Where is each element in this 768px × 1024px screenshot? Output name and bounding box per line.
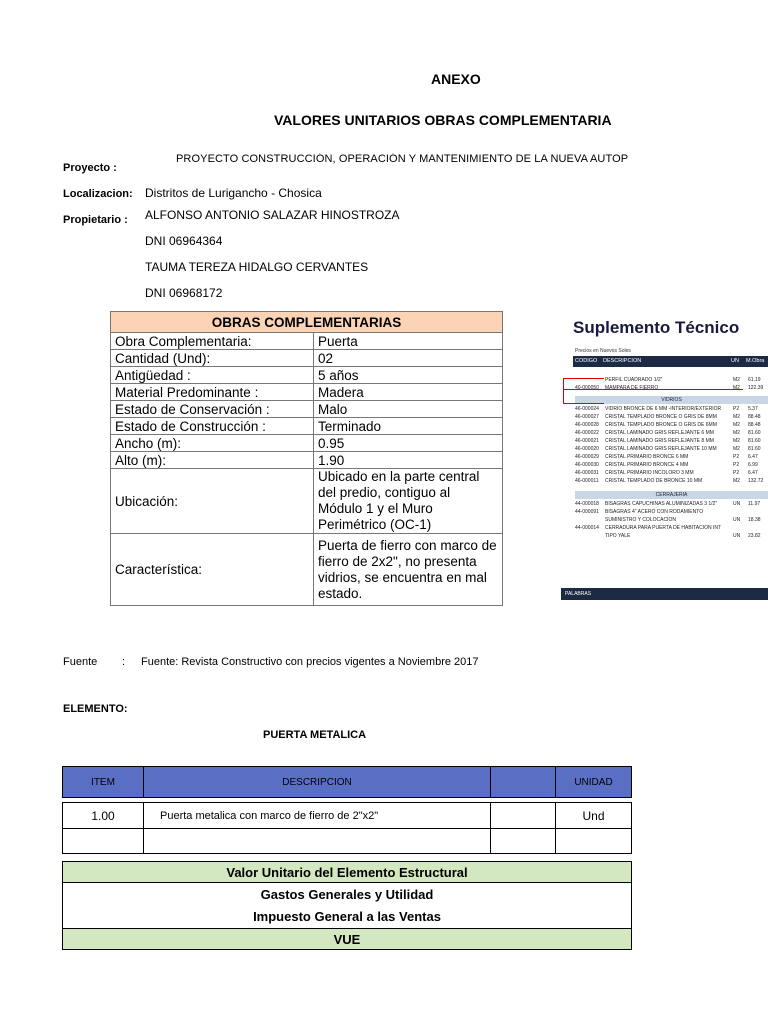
supplement-code: 46-000028 <box>575 422 599 428</box>
empty-cell <box>555 828 632 854</box>
supplement-price: 81.60 <box>748 446 761 452</box>
obras-table <box>110 311 503 606</box>
supplement-code: 44-000014 <box>575 525 599 531</box>
supplement-un: P2 <box>733 406 740 412</box>
supplement-price: 61.19 <box>748 377 761 383</box>
row-key: Alto (m): <box>111 452 314 469</box>
supplement-footer <box>561 588 768 600</box>
supplement-un: M2 <box>733 414 740 420</box>
cell-extra <box>490 802 556 829</box>
summary-vue: VUE <box>62 928 632 950</box>
supplement-section-band: VIDRIOS <box>575 396 768 404</box>
supplement-desc: CRISTAL LAMINADO GRIS REFLEJANTE 8 MM <box>605 438 714 444</box>
obras-table-header: OBRAS COMPLEMENTARIAS <box>111 312 503 333</box>
supplement-price: 23.82 <box>748 533 761 539</box>
supplement-price: 88.48 <box>748 422 761 428</box>
supplement-subtitle: Precios en Nuevos Soles <box>575 348 631 354</box>
supplement-code: 40-000050 <box>575 385 599 391</box>
document-subtitle: VALORES UNITARIOS OBRAS COMPLEMENTARIA <box>274 112 612 128</box>
row-value: 0.95 <box>314 435 503 452</box>
row-key: Antigüedad : <box>111 367 314 384</box>
row-key: Material Predominante : <box>111 384 314 401</box>
document-title: ANEXO <box>431 71 481 87</box>
project-label: Proyecto : <box>63 162 117 174</box>
row-key: Estado de Construcción : <box>111 418 314 435</box>
supplement-desc: PERFIL CUADRADO 1/2" <box>605 377 663 383</box>
supplement-code: 46-000031 <box>575 470 599 476</box>
supplement-desc: TIPO YALE <box>605 533 631 539</box>
owner-line-3: TAUMA TEREZA HIDALGO CERVANTES <box>145 260 369 274</box>
supplement-price: 6.47 <box>748 454 758 460</box>
owner-line-4: DNI 06968172 <box>145 286 223 300</box>
fuente-label: Fuente <box>63 656 98 668</box>
row-value: Malo <box>314 401 503 418</box>
col-header-blank <box>490 766 556 798</box>
owner-line-2: DNI 06964364 <box>145 234 223 248</box>
summary-gastos-generales: Gastos Generales y Utilidad <box>62 882 632 906</box>
cell-description: Puerta metalica con marco de fierro de 2"x2" <box>143 802 491 829</box>
supplement-desc: MAMPARA DE FIERRO <box>605 385 659 391</box>
row-value: Puerta de fierro con marco de fierro de 2x2", no presenta vidrios, se encuentra en mal estado. <box>314 534 503 606</box>
col-code: CODIGO <box>575 358 598 364</box>
supplement-code: 46-000011 <box>575 478 599 484</box>
supplement-un: P2 <box>733 470 740 476</box>
cell-item: 1.00 <box>62 802 144 829</box>
supplement-price: 5.37 <box>748 406 758 412</box>
cell-unit: Und <box>555 802 632 829</box>
supplement-row <box>575 477 768 486</box>
row-value: Terminado <box>314 418 503 435</box>
col-header-descripcion: DESCRIPCION <box>143 766 491 798</box>
row-value: Puerta <box>314 333 503 350</box>
supplement-desc: CRISTAL LAMINADO GRIS REFLEJANTE 6 MM <box>605 430 714 436</box>
elemento-name: PUERTA METALICA <box>263 729 367 741</box>
row-key: Ubicación: <box>111 469 314 534</box>
project-value: PROYECTO CONSTRUCCIÓN, OPERACIÓN Y MANTENIMIENTO DE LA NUEVA AUTOP <box>176 153 629 165</box>
supplement-header <box>573 356 768 367</box>
supplement-desc: CRISTAL TEMPLADO BRONCE O GRIS DE 8MM <box>605 414 717 420</box>
supplement-un: M2 <box>733 385 740 391</box>
supplement-code: 44-000018 <box>575 501 599 507</box>
supplement-un: P2 <box>733 462 740 468</box>
fuente-colon: : <box>122 656 126 668</box>
table-row <box>111 435 503 452</box>
supplement-un: M2 <box>733 430 740 436</box>
col-price: M.Obra <box>746 358 765 364</box>
row-key: Característica: <box>111 534 314 606</box>
supplement-desc: VIDRIO BRONCE DE 6 MM -INTERIOR/EXTERIOR <box>605 406 722 412</box>
supplement-title: Suplemento Técnico <box>573 318 740 337</box>
supplement-price: 132.72 <box>748 478 764 484</box>
row-value: 02 <box>314 350 503 367</box>
empty-cell <box>490 828 556 854</box>
col-header-item: ITEM <box>62 766 144 798</box>
table-row <box>111 333 503 350</box>
row-value: Madera <box>314 384 503 401</box>
supplement-desc: CRISTAL TEMPLADO DE BRONCE 10 MM <box>605 478 703 484</box>
empty-cell <box>62 828 144 854</box>
row-key: Ancho (m): <box>111 435 314 452</box>
supplement-image <box>561 316 768 600</box>
supplement-un: P2 <box>733 454 740 460</box>
supplement-un: M2 <box>733 446 740 452</box>
fuente-value: Fuente: Revista Constructivo con precios vigentes a Noviembre 2017 <box>141 656 479 668</box>
summary-igv: Impuesto General a las Ventas <box>62 905 632 929</box>
col-un: UN <box>731 358 739 364</box>
col-header-unidad: UNIDAD <box>555 766 632 798</box>
table-row <box>111 534 503 606</box>
location-value: Distritos de Lurigancho - Chosica <box>145 186 322 200</box>
supplement-code: 46-000022 <box>575 430 599 436</box>
row-key: Cantidad (Und): <box>111 350 314 367</box>
row-value: Ubicado en la parte central del predio, contiguo al Módulo 1 y el Muro Perimétrico (OC-1) <box>314 469 503 534</box>
supplement-price: 6.99 <box>748 462 758 468</box>
row-key: Estado de Conservación : <box>111 401 314 418</box>
supplement-price: 81.60 <box>748 430 761 436</box>
row-value: 5 años <box>314 367 503 384</box>
row-value: 1.90 <box>314 452 503 469</box>
location-label: Localizacion: <box>63 188 133 200</box>
supplement-un: UN <box>733 517 741 523</box>
supplement-desc: CRISTAL PRIMARIO BRONCE 6 MM <box>605 454 689 460</box>
summary-valor-unitario: Valor Unitario del Elemento Estructural <box>62 861 632 883</box>
supplement-price: 18.38 <box>748 517 761 523</box>
owner-line-1: ALFONSO ANTONIO SALAZAR HINOSTROZA <box>145 208 400 222</box>
supplement-price: 88.48 <box>748 414 761 420</box>
supplement-code: 46-000027 <box>575 414 599 420</box>
supplement-desc: CRISTAL LAMINADO GRIS REFLEJANTE 10 MM <box>605 446 717 452</box>
supplement-section-band: CERRAJERIA <box>575 491 768 499</box>
supplement-desc: CRISTAL PRIMARIO INCOLORO 3 MM <box>605 470 694 476</box>
owner-label: Propietario : <box>63 214 128 226</box>
supplement-code: 44-000091 <box>575 509 599 515</box>
supplement-un: UN <box>733 501 741 507</box>
supplement-code: 46-000029 <box>575 454 599 460</box>
table-row <box>111 469 503 534</box>
supplement-desc: CRISTAL TEMPLADO BRONCE O GRIS DE 6MM <box>605 422 717 428</box>
table-row <box>111 401 503 418</box>
table-row <box>111 418 503 435</box>
supplement-price: 122.39 <box>748 385 764 391</box>
supplement-code: 46-000020 <box>575 446 599 452</box>
empty-cell <box>143 828 491 854</box>
supplement-price: 11.97 <box>748 501 761 507</box>
supplement-un: UN <box>733 533 741 539</box>
supplement-desc: BISAGRAS 4" ACERO CON RODAMIENTO <box>605 509 704 515</box>
highlight-strike <box>563 389 743 390</box>
supplement-un: M2 <box>733 377 740 383</box>
highlight-box <box>563 378 604 404</box>
supplement-price: 6.47 <box>748 470 758 476</box>
table-row <box>111 367 503 384</box>
supplement-code: 46-000024 <box>575 406 599 412</box>
row-key: Obra Complementaria: <box>111 333 314 350</box>
supplement-un: M2 <box>733 478 740 484</box>
supplement-desc: CRISTAL PRIMARIO BRONCE 4 MM <box>605 462 689 468</box>
table-row <box>111 350 503 367</box>
supplement-price: 81.60 <box>748 438 761 444</box>
table-row <box>111 452 503 469</box>
supplement-desc: CERRADURA PARA PUERTA DE HABITACION INT <box>605 525 722 531</box>
supplement-un: M2 <box>733 438 740 444</box>
supplement-desc: SUMINISTRO Y COLOCACION <box>605 517 676 523</box>
supplement-desc: BISAGRAS CAPUCHINAS ALUMINIZADAS 3 1/2" <box>605 501 718 507</box>
footer-label: PALABRAS <box>565 591 592 597</box>
elemento-label: ELEMENTO: <box>63 703 128 715</box>
supplement-row <box>575 532 768 541</box>
supplement-code: 46-000021 <box>575 438 599 444</box>
table-row <box>111 384 503 401</box>
col-desc: DESCRIPCION <box>603 358 642 364</box>
supplement-code: 46-000030 <box>575 462 599 468</box>
supplement-un: M2 <box>733 422 740 428</box>
